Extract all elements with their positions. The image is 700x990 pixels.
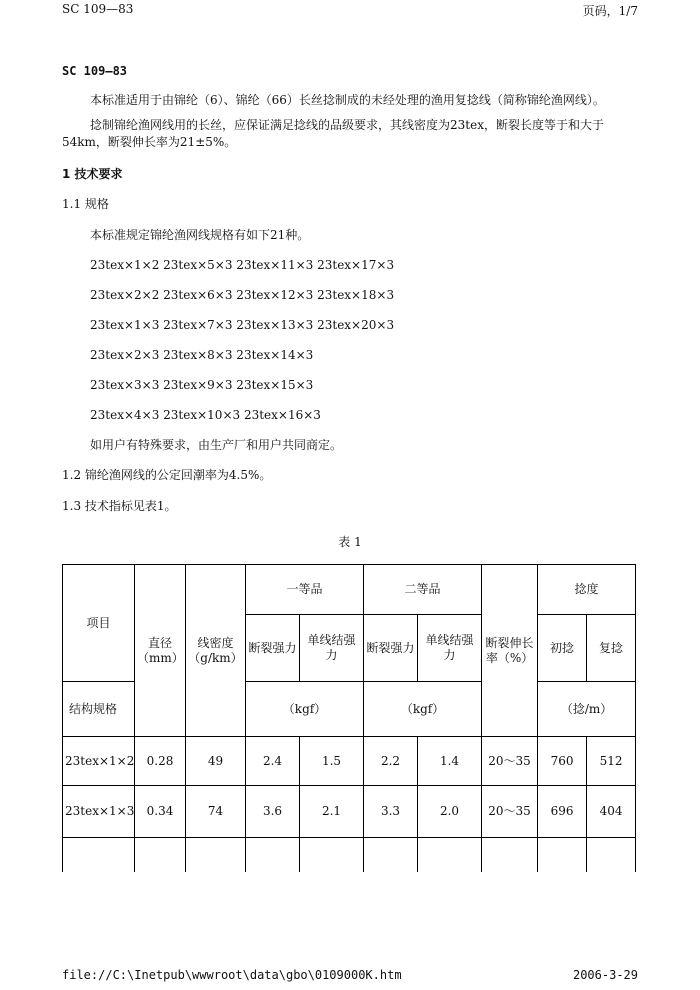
- cell-g1-break: 3.6: [246, 786, 300, 838]
- header-density: 线密度（g/km）: [186, 565, 246, 737]
- section-1-2: 1.2 锦纶渔网线的公定回潮率为4.5%。: [62, 468, 272, 482]
- empty-cell: [418, 838, 482, 872]
- unit-kgf-grade-1: （kgf）: [246, 682, 364, 737]
- cell-g1-break: 2.4: [246, 737, 300, 786]
- intro-paragraph-1: 本标准适用于由锦纶（6）、锦纶（66）长丝捻制成的未经处理的渔用复捻线（简称锦纶渔网线）。: [90, 93, 605, 107]
- empty-cell: [587, 838, 636, 872]
- empty-cell: [364, 838, 418, 872]
- table-row-continued: [63, 838, 636, 872]
- cell-density: 49: [186, 737, 246, 786]
- cell-g2-knot: 2.0: [418, 786, 482, 838]
- cell-spec: 23tex×1×2: [63, 737, 135, 786]
- cell-elongation: 20～35: [482, 786, 538, 838]
- empty-cell: [63, 838, 135, 872]
- intro-paragraph-2: 捻制锦纶渔网线用的长丝，应保证满足捻线的品级要求，其线密度为23tex，断裂长度等于和大于54km，断裂伸长率为21±5%。: [62, 118, 604, 149]
- section-1-1-title: 1.1 规格: [62, 197, 109, 211]
- header-structure: 结构规格: [63, 682, 135, 737]
- cell-elongation: 20～35: [482, 737, 538, 786]
- footer-file-path: file://C:\Inetpub\wwwroot\data\gbo\0109000K.htm: [62, 968, 402, 982]
- header-g1-knot-strength: 单线结强力: [300, 615, 364, 682]
- cell-initial-twist: 760: [538, 737, 587, 786]
- section-1-1-note: 如用户有特殊要求，由生产厂和用户共同商定。: [90, 438, 343, 452]
- cell-g2-break: 3.3: [364, 786, 418, 838]
- header-final-twist: 复捻: [587, 615, 636, 682]
- unit-kgf-grade-2: （kgf）: [364, 682, 482, 737]
- header-g1-break-strength: 断裂强力: [246, 615, 300, 682]
- section-1-3: 1.3 技术指标见表1。: [62, 499, 177, 513]
- cell-spec: 23tex×1×3: [63, 786, 135, 838]
- section-1-1-intro: 本标准规定锦纶渔网线规格有如下21种。: [90, 228, 310, 242]
- cell-diameter: 0.28: [135, 737, 186, 786]
- cell-g1-knot: 2.1: [300, 786, 364, 838]
- cell-final-twist: 404: [587, 786, 636, 838]
- header-elongation: 断裂伸长率（%）: [482, 565, 538, 737]
- empty-cell: [300, 838, 364, 872]
- table-row: [63, 737, 636, 786]
- empty-cell: [186, 838, 246, 872]
- header-grade-2: 二等品: [364, 565, 482, 615]
- spec-table: [62, 564, 636, 872]
- spec-line: 23tex×1×3 23tex×7×3 23tex×13×3 23tex×20×3: [90, 318, 395, 332]
- header-g2-knot-strength: 单线结强力: [418, 615, 482, 682]
- cell-density: 74: [186, 786, 246, 838]
- header-initial-twist: 初捻: [538, 615, 587, 682]
- empty-cell: [135, 838, 186, 872]
- table-row: [63, 786, 636, 838]
- empty-cell: [246, 838, 300, 872]
- unit-twist: （捻/m）: [538, 682, 636, 737]
- spec-line: 23tex×3×3 23tex×9×3 23tex×15×3: [90, 378, 314, 392]
- spec-line: 23tex×2×2 23tex×6×3 23tex×12×3 23tex×18×3: [90, 288, 395, 302]
- document-body: [62, 64, 638, 872]
- table-title: 表 1: [338, 535, 362, 549]
- empty-cell: [538, 838, 587, 872]
- page-header: [62, 2, 638, 18]
- empty-cell: [482, 838, 538, 872]
- cell-g2-knot: 1.4: [418, 737, 482, 786]
- doc-code: SC 109—83: [62, 64, 128, 78]
- footer-date: 2006-3-29: [572, 968, 638, 982]
- cell-final-twist: 512: [587, 737, 636, 786]
- header-page-number: 页码，1/7: [582, 4, 638, 18]
- cell-g2-break: 2.2: [364, 737, 418, 786]
- spec-line: 23tex×4×3 23tex×10×3 23tex×16×3: [90, 408, 321, 422]
- header-twist: 捻度: [538, 565, 636, 615]
- header-grade-1: 一等品: [246, 565, 364, 615]
- cell-diameter: 0.34: [135, 786, 186, 838]
- cell-initial-twist: 696: [538, 786, 587, 838]
- cell-g1-knot: 1.5: [300, 737, 364, 786]
- header-diameter: 直径（mm）: [135, 565, 186, 737]
- header-item: 项目: [63, 565, 135, 682]
- header-doc-code: SC 109—83: [62, 2, 134, 16]
- spec-line: 23tex×1×2 23tex×5×3 23tex×11×3 23tex×17×3: [90, 258, 395, 272]
- section-1-title: 1 技术要求: [62, 167, 123, 181]
- header-g2-break-strength: 断裂强力: [364, 615, 418, 682]
- spec-line: 23tex×2×3 23tex×8×3 23tex×14×3: [90, 348, 314, 362]
